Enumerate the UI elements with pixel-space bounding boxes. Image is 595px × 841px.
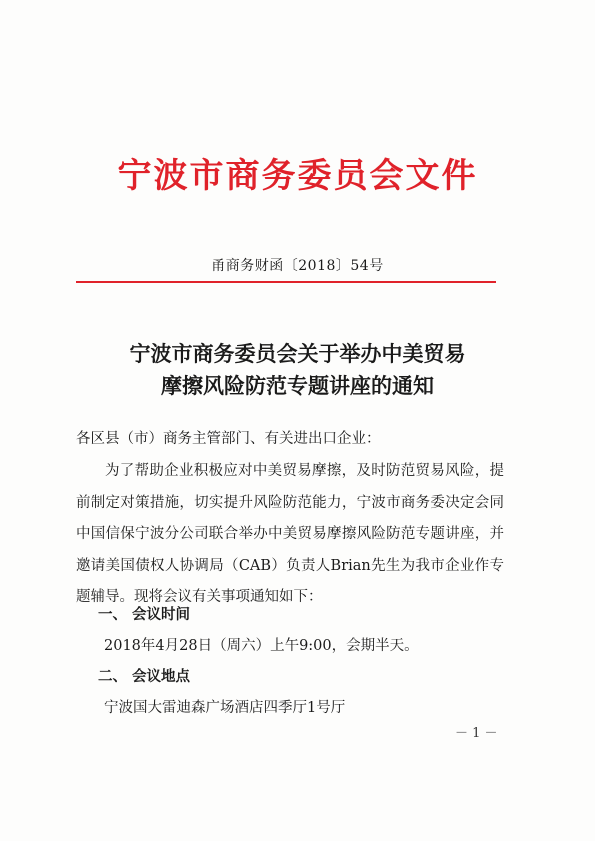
section-2-heading: 二、 会议地点: [98, 668, 191, 685]
notice-title-line-1: 宁波市商务委员会关于举办中美贸易: [129, 341, 466, 366]
section-1-text: 2018年4月28日（周六）上午9:00，会期半天。: [104, 638, 419, 654]
page-number: － 1 －: [455, 726, 498, 741]
notice-title-line-2: 摩擦风险防范专题讲座的通知: [161, 373, 434, 398]
section-1-heading: 一、 会议时间: [98, 606, 191, 623]
document-number: 甬商务财函〔2018〕54号: [211, 258, 384, 274]
intro-paragraph: 为了帮助企业积极应对中美贸易摩擦，及时防范贸易风险，提前制定对策措施，切实提升风险防范能力，宁波市商务委决定会同中国信保宁波分公司联合举办中美贸易摩擦风险防范专题讲座，并邀请美国债权人协调局（CAB）负责人Brian先生为我市企业作专题辅导。现将会议有关事项通知如下：: [76, 463, 504, 605]
red-divider-line: [76, 281, 496, 283]
section-2-text: 宁波国大雷迪森广场酒店四季厅1号厅: [104, 700, 346, 716]
issuer-header-title: 宁波市商务委员会文件: [117, 156, 478, 196]
notice-title: [0, 338, 595, 402]
addressee-line: 各区县（市）商务主管部门、有关进出口企业：: [76, 431, 381, 447]
